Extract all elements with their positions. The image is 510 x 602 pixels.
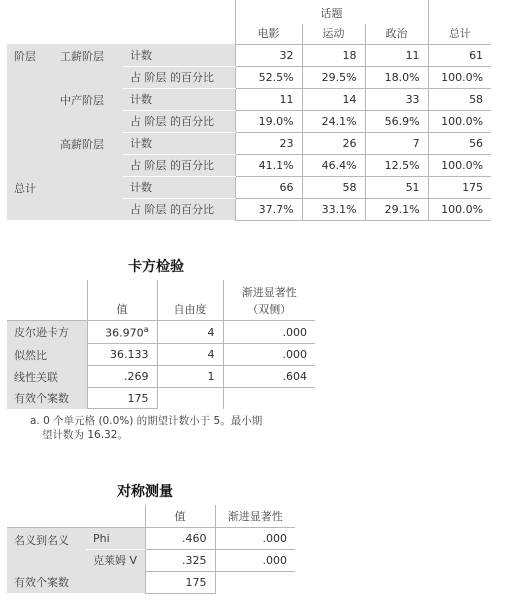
row-var-label: 阶层 xyxy=(7,44,53,176)
group-label: 高薪阶层 xyxy=(53,132,123,176)
cell: 56.9% xyxy=(365,110,428,132)
cell: 100.0% xyxy=(428,154,491,176)
row-label: Phi xyxy=(86,527,145,549)
cell: 18.0% xyxy=(365,66,428,88)
cell: 175 xyxy=(145,571,215,593)
cell: 33.1% xyxy=(302,198,365,220)
cell: .604 xyxy=(223,366,315,388)
cell: 24.1% xyxy=(302,110,365,132)
cell: .460 xyxy=(145,527,215,549)
col-header-total: 总计 xyxy=(428,24,491,44)
cell: 4 xyxy=(157,344,223,366)
cell: 58 xyxy=(428,88,491,110)
sig-header: 渐进显著性 xyxy=(215,505,295,527)
cell: 26 xyxy=(302,132,365,154)
cell: 46.4% xyxy=(302,154,365,176)
cell: 52.5% xyxy=(235,66,302,88)
row-label: 克莱姆 V xyxy=(86,549,145,571)
cell: 29.5% xyxy=(302,66,365,88)
stat-label: 占 阶层 的百分比 xyxy=(123,198,235,220)
cell: 11 xyxy=(235,88,302,110)
cell: 1 xyxy=(157,366,223,388)
cell: 51 xyxy=(365,176,428,198)
cell: 100.0% xyxy=(428,66,491,88)
symmetric-table xyxy=(7,505,295,594)
cell: 18 xyxy=(302,44,365,66)
cell: 56 xyxy=(428,132,491,154)
cell: 33 xyxy=(365,88,428,110)
cell: .000 xyxy=(215,527,295,549)
cell: 7 xyxy=(365,132,428,154)
cell: 36.133 xyxy=(87,344,157,366)
col-header-movie: 电影 xyxy=(235,24,302,44)
value-header: 值 xyxy=(87,280,157,321)
row-label: 似然比 xyxy=(7,344,87,366)
cell: .000 xyxy=(223,344,315,366)
stat-label: 计数 xyxy=(123,132,235,154)
cell: 41.1% xyxy=(235,154,302,176)
cell: 23 xyxy=(235,132,302,154)
group-label: 工薪阶层 xyxy=(53,44,123,88)
chi-square-footnote: a. 0 个单元格 (0.0%) 的期望计数小于 5。最小期 望计数为 16.32。 xyxy=(30,415,263,441)
stat-label: 计数 xyxy=(123,88,235,110)
cell: .000 xyxy=(215,549,295,571)
total-label: 总计 xyxy=(7,176,123,220)
row-label: 有效个案数 xyxy=(7,388,87,409)
symmetric-title: 对称测量 xyxy=(117,484,173,500)
cell: 36.970$^a$ xyxy=(87,321,157,344)
cell: 175 xyxy=(428,176,491,198)
group-label: 中产阶层 xyxy=(53,88,123,132)
cell: 4 xyxy=(157,321,223,344)
chi-square-table xyxy=(7,280,315,409)
row-label: 线性关联 xyxy=(7,366,87,388)
cell: 29.1% xyxy=(365,198,428,220)
cell: 100.0% xyxy=(428,110,491,132)
cell: 58 xyxy=(302,176,365,198)
cell: .269 xyxy=(87,366,157,388)
df-header: 自由度 xyxy=(157,280,223,321)
cell: 37.7% xyxy=(235,198,302,220)
value-header: 值 xyxy=(145,505,215,527)
stat-label: 计数 xyxy=(123,44,235,66)
cell: .325 xyxy=(145,549,215,571)
row-label: 皮尔逊卡方 xyxy=(7,321,87,344)
chi-square-title: 卡方检验 xyxy=(128,259,184,275)
cell: 12.5% xyxy=(365,154,428,176)
stat-label: 占 阶层 的百分比 xyxy=(123,110,235,132)
row-label: 有效个案数 xyxy=(7,571,145,593)
sig-header: 渐进显著性 xyxy=(223,280,315,300)
cell: 175 xyxy=(87,388,157,409)
stat-label: 占 阶层 的百分比 xyxy=(123,66,235,88)
cell: 100.0% xyxy=(428,198,491,220)
col-header-politics: 政治 xyxy=(365,24,428,44)
cell: .000 xyxy=(223,321,315,344)
group-label: 名义到名义 xyxy=(7,527,86,571)
cell: 14 xyxy=(302,88,365,110)
col-group-label: 话题 xyxy=(235,0,428,24)
cell: 32 xyxy=(235,44,302,66)
cell: 19.0% xyxy=(235,110,302,132)
crosstab-table xyxy=(7,0,491,221)
stat-label: 占 阶层 的百分比 xyxy=(123,154,235,176)
sig-header-sub: （双侧） xyxy=(223,300,315,321)
cell: 61 xyxy=(428,44,491,66)
col-header-sports: 运动 xyxy=(302,24,365,44)
cell: 66 xyxy=(235,176,302,198)
stat-label: 计数 xyxy=(123,176,235,198)
cell: 11 xyxy=(365,44,428,66)
